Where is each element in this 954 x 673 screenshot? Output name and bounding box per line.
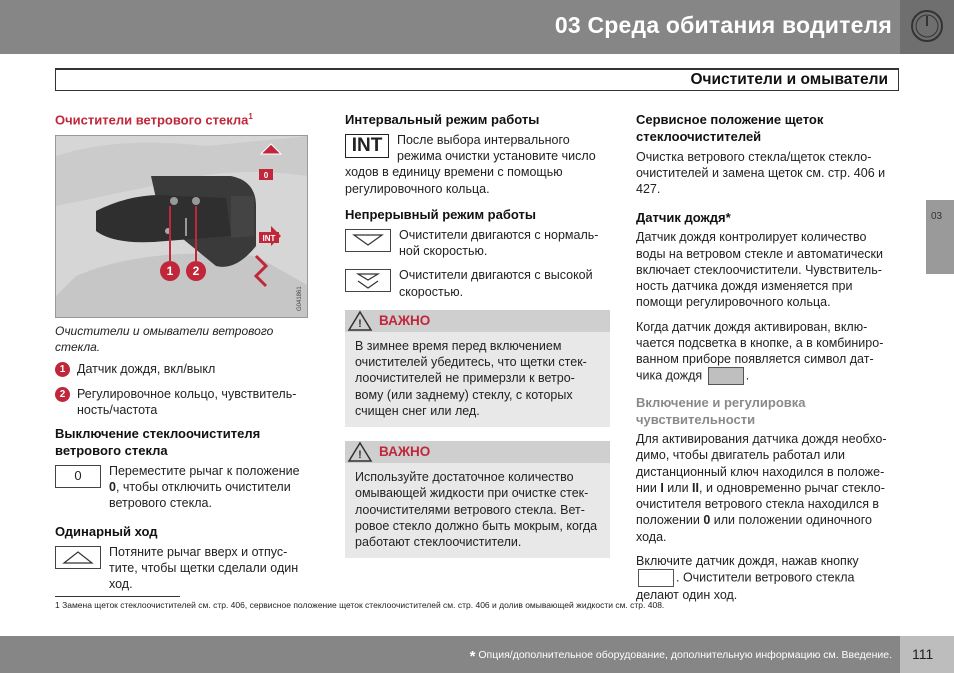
high-speed-row bbox=[345, 267, 610, 300]
column-2 bbox=[345, 112, 610, 572]
off-text: Переместите рычаг к положение 0, чтобы отключить очистители ветрового стекла. bbox=[109, 463, 300, 511]
continuous-heading: Непрерывный режим работы bbox=[345, 206, 536, 222]
warning-icon bbox=[347, 310, 373, 332]
sensitivity-text: Для активирования датчика дождя необхо-димо, чтобы двигатель работал или дистанционный ключ находился в положе-нии I или II, и одновременно рычаг стекло-очистителя ветрового стекла находился в положении 0 или положении одиночного хода. bbox=[636, 432, 887, 544]
important-title-1: ВАЖНО bbox=[379, 312, 431, 328]
single-row bbox=[55, 544, 310, 593]
high-speed-icon bbox=[345, 269, 391, 292]
footer-star: * bbox=[469, 648, 476, 665]
sensitivity-heading: Включение и регулировка чувствительности bbox=[636, 395, 806, 428]
interval-text: После выбора интервального режима очистки установите число ходов в единицу времени с помощью регулировочного кольца. bbox=[345, 132, 596, 196]
int-symbol: INT bbox=[345, 134, 389, 158]
figure-zero-label: 0 bbox=[263, 171, 269, 181]
off-heading: Выключение стеклоочистителя ветрового стекла bbox=[55, 426, 261, 459]
important-header-2 bbox=[345, 441, 610, 463]
column-1 bbox=[55, 112, 310, 600]
important-text-2: Используйте достаточное количество омывающей жидкости при очистке стек-лоочистителями ветрового стекла. Вет-ровое стекло должно быть мокрым, когда работают стеклоочистители. bbox=[355, 470, 598, 550]
footer-bar bbox=[0, 636, 954, 673]
column-3 bbox=[636, 112, 898, 611]
legend-number-2: 2 bbox=[55, 387, 70, 402]
important-text-1: В зимнее время перед включением очистителей убедитесь, что щетки стек-лоочистителей не примерзли к ветро-вому (или заднему) стеклу, с которых счищен снег или лед. bbox=[355, 338, 587, 418]
service-text: Очистка ветрового стекла/щеток стекло-очистителей и замена щеток см. стр. 406 и 427. bbox=[636, 149, 886, 197]
legend-item-2 bbox=[55, 386, 310, 419]
important-header-1 bbox=[345, 310, 610, 332]
gauge-icon bbox=[910, 9, 944, 43]
rain-sensor-text: Датчик дождя контролирует количество воды на ветровом стекле и автоматически включает стеклоочистители. Чувствитель-ность датчика дождя изменяется при помощи регулировочного кольца. bbox=[636, 230, 884, 310]
rain-sensor-symbol-icon bbox=[708, 367, 744, 385]
svg-text:!: ! bbox=[358, 449, 362, 462]
chapter-title: 03 Среда обитания водителя bbox=[554, 12, 892, 38]
enable-sensor-text: Включите датчик дождя, нажав кнопку . Очистители ветрового стекла делают один ход. bbox=[636, 553, 859, 603]
chapter-tab-label: 03 bbox=[931, 211, 943, 222]
off-row bbox=[55, 463, 310, 512]
interval-block bbox=[345, 132, 610, 197]
footnote: 1 Замена щеток стеклоочистителей см. стр. 406, сервисное положение щеток стеклоочистителей см. стр. 406 и долив омывающей жидкости см. стр. 408. bbox=[55, 600, 665, 610]
footnote-ref: 1 bbox=[248, 112, 253, 121]
wiper-lever-figure bbox=[55, 135, 308, 318]
section-title: Очистители и омыватели bbox=[690, 71, 888, 88]
normal-speed-row bbox=[345, 227, 610, 260]
single-stroke-icon bbox=[55, 546, 101, 569]
interval-heading: Интервальный режим работы bbox=[345, 112, 540, 127]
rain-sensor-button-icon bbox=[638, 569, 674, 587]
figure-caption: Очистители и омыватели ветрового стекла. bbox=[55, 324, 274, 354]
footer-note: * Опция/дополнительное оборудование, дополнительную информацию см. Введение. bbox=[469, 648, 892, 665]
zero-position-symbol: 0 bbox=[55, 465, 101, 488]
legend-item-1 bbox=[55, 361, 310, 377]
chapter-tab bbox=[926, 200, 954, 274]
normal-speed-icon bbox=[345, 229, 391, 252]
important-title-2: ВАЖНО bbox=[379, 444, 431, 460]
wipers-title: Очистители ветрового стекла$^1$ bbox=[55, 112, 253, 128]
section-header bbox=[55, 68, 899, 91]
single-heading: Одинарный ход bbox=[55, 523, 158, 539]
footnote-divider bbox=[55, 596, 180, 597]
figure-code: G041861 bbox=[297, 286, 303, 312]
figure-label-2: 2 bbox=[192, 264, 200, 279]
normal-speed-text: Очистители двигаются с нормаль-ной скоростью. bbox=[399, 227, 599, 259]
chapter-icon-box bbox=[900, 0, 954, 54]
wiper-lever-illustration bbox=[56, 136, 308, 318]
important-box-1 bbox=[345, 310, 610, 427]
page-number-box bbox=[900, 636, 954, 673]
legend-text-2: Регулировочное кольцо, чувствитель-ность/частота bbox=[77, 386, 297, 417]
legend-number-1: 1 bbox=[55, 362, 70, 377]
important-box-2 bbox=[345, 441, 610, 558]
svg-text:!: ! bbox=[358, 317, 362, 330]
service-heading: Сервисное положение щеток стеклоочистителей bbox=[636, 112, 824, 144]
legend-text-1: Датчик дождя, вкл/выкл bbox=[77, 362, 216, 377]
figure-int-label: INT bbox=[262, 234, 276, 244]
chapter-header-bar bbox=[0, 0, 954, 54]
single-text: Потяните рычаг вверх и отпус-тите, чтобы щетки сделали один ход. bbox=[109, 544, 299, 592]
figure-label-1: 1 bbox=[166, 264, 174, 279]
warning-icon bbox=[347, 441, 373, 463]
rain-sensor-heading: Датчик дождя* bbox=[636, 209, 731, 225]
high-speed-text: Очистители двигаются с высокой скоростью. bbox=[399, 268, 593, 299]
rain-sensor-activation-text: Когда датчик дождя активирован, вклю-чается подсветка в кнопке, а в комбиниро-ванном приборе появляется символ дат-чика дождя . bbox=[636, 319, 898, 386]
page-number: 111 bbox=[912, 646, 934, 662]
